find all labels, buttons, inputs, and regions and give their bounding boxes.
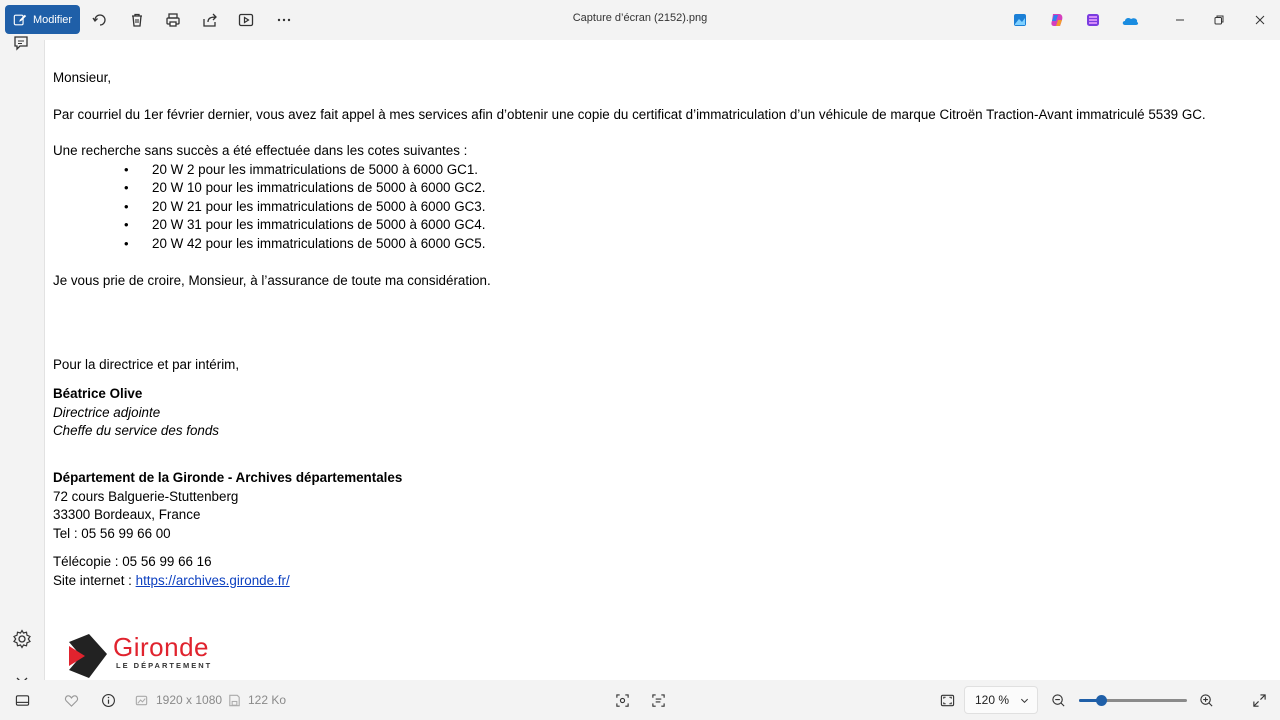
copilot-icon[interactable] <box>1049 12 1065 28</box>
organization-name: Département de la Gironde - Archives départementales <box>53 470 403 485</box>
image-canvas[interactable] <box>45 40 1280 680</box>
text-scan-icon[interactable] <box>650 692 666 708</box>
top-toolbar <box>0 0 1280 40</box>
chevron-down-icon <box>1020 696 1029 705</box>
edit-label: Modifier <box>32 13 73 26</box>
print-icon[interactable] <box>163 10 183 30</box>
window-title: Capture d’écran (2152).png <box>572 12 708 24</box>
chevron-down-icon[interactable] <box>12 668 32 680</box>
bottom-status-bar <box>0 680 1280 720</box>
cotes-list <box>53 161 753 253</box>
salutation: Monsieur, <box>53 70 112 85</box>
favorite-icon[interactable] <box>63 692 79 708</box>
more-icon[interactable] <box>274 10 294 30</box>
visual-search-icon[interactable] <box>614 692 630 708</box>
list-item: • 20 W 21 pour les immatriculations de 5000 à 6000 GC3. <box>53 198 753 216</box>
fax-line: Télécopie : 05 56 99 66 16 <box>53 554 212 569</box>
info-icon[interactable] <box>100 692 116 708</box>
website-line <box>53 572 290 590</box>
website-label: Site internet : <box>53 573 136 588</box>
rotate-icon[interactable] <box>90 10 110 30</box>
restore-button[interactable] <box>1199 0 1239 40</box>
logo-text: Gironde <box>113 632 209 662</box>
gironde-logo <box>67 630 227 680</box>
filmstrip-icon[interactable] <box>14 692 30 708</box>
list-item: • 20 W 10 pour les immatriculations de 5000 à 6000 GC2. <box>53 179 753 197</box>
list-item: • 20 W 2 pour les immatriculations de 5000 à 6000 GC1. <box>53 161 753 179</box>
closing-formula: Je vous prie de croire, Monsieur, à l’assurance de toute ma considération. <box>53 273 491 288</box>
paragraph-search: Une recherche sans succès a été effectuée dans les cotes suivantes : <box>53 143 468 158</box>
on-behalf-line: Pour la directrice et par intérim, <box>53 357 240 372</box>
address-line: 72 cours Balguerie-Stuttenberg <box>53 489 239 504</box>
minimize-button[interactable] <box>1160 0 1200 40</box>
logo-subtitle: LE DÉPARTEMENT <box>116 661 213 670</box>
settings-icon[interactable] <box>12 629 32 649</box>
onedrive-icon[interactable] <box>1121 12 1137 28</box>
share-icon[interactable] <box>200 10 220 30</box>
city-line: 33300 Bordeaux, France <box>53 507 201 522</box>
clipchamp-icon[interactable] <box>1085 12 1101 28</box>
signer-title: Directrice adjointe <box>53 405 161 420</box>
website-link[interactable]: https://archives.gironde.fr/ <box>135 573 290 588</box>
fullscreen-icon[interactable] <box>1251 692 1267 708</box>
file-size: 122 Ko <box>248 693 287 707</box>
zoom-in-icon[interactable] <box>1198 692 1214 708</box>
fit-to-window-icon[interactable] <box>939 692 955 708</box>
zoom-slider-thumb[interactable] <box>1096 695 1107 706</box>
left-rail <box>0 40 45 680</box>
close-icon <box>1254 14 1266 26</box>
file-size-icon <box>226 692 242 708</box>
phone-line: Tel : 05 56 99 66 00 <box>53 526 171 541</box>
list-item: • 20 W 31 pour les immatriculations de 5000 à 6000 GC4. <box>53 216 753 234</box>
zoom-level-value: 120 % <box>975 693 1010 707</box>
zoom-level-select[interactable] <box>964 686 1038 714</box>
signer-service: Cheffe du service des fonds <box>53 423 219 438</box>
slideshow-icon[interactable] <box>236 10 256 30</box>
minimize-icon <box>1174 14 1186 26</box>
comments-icon[interactable] <box>12 34 32 54</box>
edit-icon <box>13 13 27 27</box>
image-size-icon <box>133 692 149 708</box>
zoom-out-icon[interactable] <box>1050 692 1066 708</box>
gironde-logo-mark <box>67 634 109 678</box>
signer-name: Béatrice Olive <box>53 386 143 401</box>
close-button[interactable] <box>1240 0 1280 40</box>
trash-icon[interactable] <box>127 10 147 30</box>
image-dimensions: 1920 x 1080 <box>156 693 223 707</box>
photos-app-icon[interactable] <box>1012 12 1028 28</box>
paragraph-request: Par courriel du 1er février dernier, vous avez fait appel à mes services afin d’obtenir une copie du certificat d’immatriculation d’un véhicule de marque Citroën Traction-Avant immatriculé 5539 GC. <box>53 107 1206 122</box>
zoom-slider[interactable] <box>1079 699 1187 702</box>
list-item: • 20 W 42 pour les immatriculations de 5000 à 6000 GC5. <box>53 235 753 253</box>
restore-icon <box>1213 14 1225 26</box>
edit-button[interactable] <box>5 5 80 34</box>
